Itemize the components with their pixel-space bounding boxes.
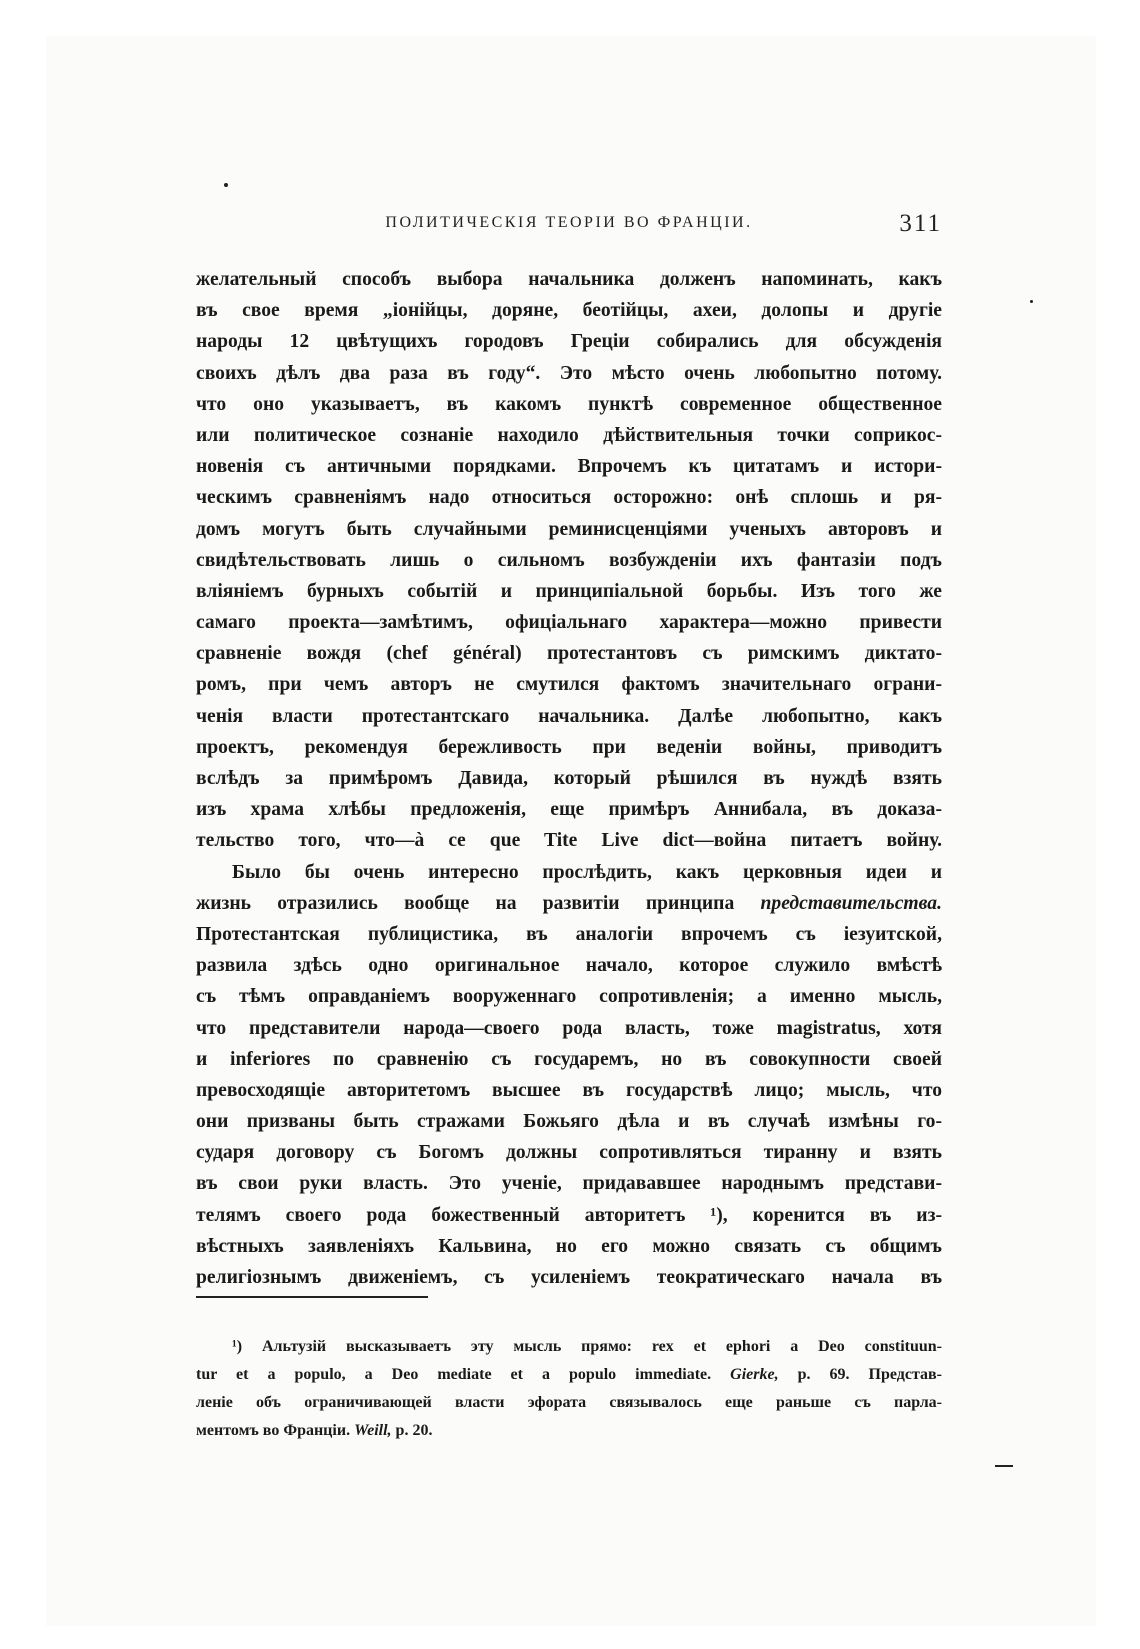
text-line: свидѣтельствовать лишь о сильномъ возбужденіи ихъ фантазіи подъ: [196, 549, 942, 571]
text-line: изъ храма хлѣбы предложенія, еще примѣръ Аннибала, въ доказа-: [196, 799, 942, 821]
cited-author: Weill,: [354, 1422, 392, 1439]
text-line: Было бы очень интересно прослѣдить, какъ церковныя идеи и: [232, 861, 942, 883]
text-line: вслѣдъ за примѣромъ Давида, который рѣшился въ нуждѣ взять: [196, 768, 942, 789]
text-line: самаго проекта—замѣтимъ, офиціальнаго характера—можно привести: [196, 612, 942, 634]
text-line: тельство того, что—à ce que Tite Live dict—война питаетъ войну.: [196, 830, 942, 852]
footnote-line: [196, 1417, 942, 1445]
running-title: ПОЛИТИЧЕСКІЯ ТЕОРІИ ВО ФРАНЦІИ.: [385, 214, 753, 231]
footnotes: [196, 1333, 942, 1445]
text-span: tur et a populo, a Deo mediate et a populo immediate.: [196, 1366, 712, 1383]
text-line: или политическое сознаніе находило дѣйствительныя точки соприкос-: [196, 424, 942, 446]
text-line: проектъ, рекомендуя бережливость при веденіи войны, приводитъ: [196, 736, 942, 758]
text-line: телямъ своего рода божественный авторитетъ ¹), коренится въ из-: [196, 1204, 942, 1226]
emphasized-term: представительства.: [760, 892, 942, 914]
text-line: ромъ, при чемъ авторъ не смутился фактомъ значительнаго ограни-: [196, 674, 942, 696]
text-line: ченія власти протестантскаго начальника. Далѣе любопытно, какъ: [196, 705, 942, 727]
text-line: что оно указываетъ, въ какомъ пунктѣ современное общественное: [196, 393, 942, 415]
text-line-with-emphasis: [196, 888, 942, 919]
footnote-line: леніе объ ограничивающей власти эфората связывалось еще раньше съ парла-: [196, 1394, 942, 1411]
text-line: ческимъ сравненіямъ надо относиться осторожно: онѣ сплошь и ря-: [196, 487, 942, 509]
text-span: жизнь отразились вообще на развитіи принципа: [196, 892, 735, 914]
text-line: желательный способъ выбора начальника долженъ напоминать, какъ: [196, 269, 942, 290]
page-number: 311: [899, 210, 942, 237]
text-line: народы 12 цвѣтущихъ городовъ Греціи собирались для обсужденія: [196, 331, 942, 353]
text-line: съ тѣмъ оправданіемъ вооруженнаго сопротивленія; а именно мысль,: [196, 986, 942, 1008]
text-span: p. 69. Представ-: [797, 1366, 942, 1383]
footnote-rule: [196, 1296, 428, 1298]
text-line: религіознымъ движеніемъ, съ усиленіемъ теократическаго начала въ: [196, 1267, 942, 1288]
text-line: домъ могутъ быть случайными реминисценціями ученыхъ авторовъ и: [196, 518, 942, 540]
stray-mark-top: [224, 183, 228, 187]
text-span: ментомъ во Франціи.: [196, 1422, 351, 1439]
footnote-line: [196, 1361, 942, 1389]
running-head: [196, 210, 942, 244]
body-text: [196, 264, 942, 1293]
text-line: въ свое время „іонійцы, доряне, беотійцы, ахеи, долопы и другіе: [196, 300, 942, 322]
text-line: въ свои руки власть. Это ученіе, придававшее народнымъ представи-: [196, 1173, 942, 1195]
text-line: что представители народа—своего рода власть, тоже magistratus, хотя: [196, 1017, 942, 1039]
cited-author: Gierke,: [730, 1366, 779, 1383]
text-line: Протестантская публицистика, въ аналогіи впрочемъ съ іезуитской,: [196, 923, 942, 945]
stray-mark-bottom: [995, 1465, 1013, 1467]
text-line: превосходящіе авторитетомъ высшее въ государствѣ лицо; мысль, что: [196, 1079, 942, 1101]
text-line: они призваны быть стражами Божьяго дѣла и въ случаѣ измѣны го-: [196, 1111, 942, 1133]
text-line: сударя договору съ Богомъ должны сопротивляться тиранну и взять: [196, 1142, 942, 1164]
text-line: и inferiores по сравненію съ государемъ, но въ совокупности своей: [196, 1048, 942, 1070]
footnote-line: ¹) Альтузій высказываетъ эту мысль прямо: rex et ephori a Deo constituun-: [232, 1338, 942, 1355]
text-span: p. 20.: [395, 1422, 433, 1439]
text-line: вліяніемъ бурныхъ событій и принципіальной борьбы. Изъ того же: [196, 580, 942, 602]
text-line: развила здѣсь одно оригинальное начало, которое служило вмѣстѣ: [196, 955, 942, 977]
text-line: своихъ дѣлъ два раза въ году“. Это мѣсто очень любопытно потому.: [196, 362, 942, 384]
text-line: новенія съ античными порядками. Впрочемъ къ цитатамъ и истори-: [196, 456, 942, 478]
text-line: сравненіе вождя (chef général) протестантовъ съ римскимъ диктато-: [196, 643, 942, 665]
stray-mark-right: [1030, 300, 1033, 303]
text-line: вѣстныхъ заявленіяхъ Кальвина, но его можно связать съ общимъ: [196, 1235, 942, 1257]
